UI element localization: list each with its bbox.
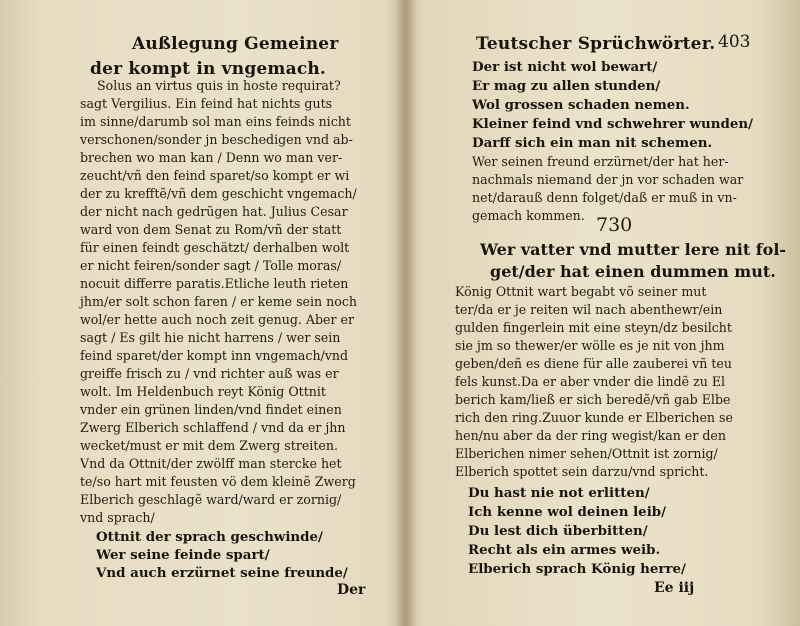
right-top-verse-line: Er mag zu allen stunden/ bbox=[472, 78, 661, 94]
left-verse-line: Wer seine feinde spart/ bbox=[96, 547, 270, 563]
left-body-line: brechen wo man kan / Denn wo man ver- bbox=[80, 150, 343, 165]
right-verse-line: Ich kenne wol deinen leib/ bbox=[468, 504, 667, 520]
section-number: 730 bbox=[596, 214, 633, 236]
right-prose-line: net/darauß denn folget/daß er muß in vn- bbox=[472, 190, 737, 205]
left-body-line: der nicht nach gedrũgen hat. Julius Cesar bbox=[80, 204, 348, 219]
left-body-line: jhm/er solt schon faren / er keme sein noch bbox=[80, 294, 358, 309]
right-verse-line: Du hast nie not erlitten/ bbox=[468, 485, 650, 501]
right-prose-line: Wer seinen freund erzürnet/der hat her- bbox=[472, 154, 729, 169]
left-body-line: nocuit differre paratis.Etliche leuth rieten bbox=[80, 276, 349, 291]
right-body-line: Elberich spottet sein darzu/vnd spricht. bbox=[455, 464, 709, 479]
left-body-line: greiffe frisch zu / vnd richter auß was er bbox=[80, 366, 339, 381]
section-title-line2: get/der hat einen dummen mut. bbox=[490, 262, 776, 281]
right-body-line: König Ottnit wart begabt võ seiner mut bbox=[455, 284, 707, 299]
left-body-line: er nicht feiren/sonder sagt / Tolle moras/ bbox=[80, 258, 342, 273]
right-prose-line: gemach kommen. bbox=[472, 208, 585, 223]
left-body-line: Solus an virtus quis in hoste requirat? bbox=[97, 78, 341, 93]
left-body-line: im sinne/darumb sol man eins feinds nicht bbox=[80, 114, 351, 129]
right-top-verse-line: Wol grossen schaden nemen. bbox=[472, 97, 690, 113]
left-body-line: Zwerg Elberich schlaffend / vnd da er jhn bbox=[80, 420, 346, 435]
left-body-line: der zu krefftẽ/vñ dem geschicht vngemach/ bbox=[80, 186, 357, 201]
right-verse-line: Recht als ein armes weib. bbox=[468, 542, 661, 558]
right-verse-line: Elberich sprach König herre/ bbox=[468, 561, 686, 577]
left-body-line: sagt / Es gilt hie nicht harrens / wer sein bbox=[80, 330, 341, 345]
left-catchword: Der bbox=[337, 582, 366, 598]
left-body-line: wolt. Im Heldenbuch reyt König Ottnit bbox=[80, 384, 326, 399]
right-body-line: gulden fingerlein mit eine steyn/dz besilcht bbox=[455, 320, 732, 335]
left-body-line: wol/er hette auch noch zeit genug. Aber er bbox=[80, 312, 354, 327]
right-body-line: sie jm so thewer/er wölle es je nit von jhm bbox=[455, 338, 725, 353]
right-body-line: berich kam/ließ er sich beredẽ/vñ gab Elbe bbox=[455, 392, 731, 407]
right-page bbox=[410, 0, 800, 626]
left-body-line: verschonen/sonder jn beschedigen vnd ab- bbox=[80, 132, 353, 147]
left-body-line: sagt Vergilius. Ein feind hat nichts guts bbox=[80, 96, 333, 111]
left-body-line: Elberich geschlagẽ ward/ward er zornig/ bbox=[80, 492, 342, 507]
section-title-line1: Wer vatter vnd mutter lere nit fol- bbox=[480, 240, 787, 259]
left-body-line: wecket/must er mit dem Zwerg streiten. bbox=[80, 438, 338, 453]
right-body-line: ter/da er je reiten wil nach abenthewr/ein bbox=[455, 302, 723, 317]
left-body-line: feind sparet/der kompt inn vngemach/vnd bbox=[80, 348, 349, 363]
right-body-line: geben/deñ es diene für alle zauberei vñ teu bbox=[455, 356, 732, 371]
right-body-line: rich den ring.Zuuor kunde er Elberichen se bbox=[455, 410, 733, 425]
page-number: 403 bbox=[718, 32, 751, 52]
left-body-line: vnder ein grünen linden/vnd findet einen bbox=[80, 402, 342, 417]
left-body-line: te/so hart mit feusten vö dem kleinẽ Zwerg bbox=[80, 474, 356, 489]
left-running-head-line1: Außlegung Gemeiner bbox=[132, 34, 339, 54]
right-prose-line: nachmals niemand der jn vor schaden war bbox=[472, 172, 744, 187]
signature-mark: Ee iij bbox=[654, 580, 695, 596]
right-top-verse-line: Der ist nicht wol bewart/ bbox=[472, 59, 658, 75]
right-verse-line: Du lest dich überbitten/ bbox=[468, 523, 648, 539]
right-top-verse-line: Kleiner feind vnd schwehrer wunden/ bbox=[472, 116, 753, 132]
left-body-line: Vnd da Ottnit/der zwölff man stercke het bbox=[80, 456, 342, 471]
right-running-head: Teutscher Sprüchwörter. bbox=[476, 34, 716, 54]
left-running-head-line2: der kompt in vngemach. bbox=[90, 59, 327, 79]
left-body-line: für einen feindt geschätzt/ derhalben wolt bbox=[80, 240, 350, 255]
right-body-line: hen/nu aber da der ring wegist/kan er den bbox=[455, 428, 726, 443]
right-body-line: fels kunst.Da er aber vnder die lindẽ zu El bbox=[455, 374, 726, 389]
left-body-line: vnd sprach/ bbox=[80, 510, 155, 525]
right-top-verse-line: Darff sich ein man nit schemen. bbox=[472, 135, 713, 151]
left-body-line: ward von dem Senat zu Rom/vñ der statt bbox=[80, 222, 342, 237]
left-verse-line: Vnd auch erzürnet seine freunde/ bbox=[96, 565, 348, 581]
right-body-line: Elberichen nimer sehen/Ottnit ist zornig/ bbox=[455, 446, 718, 461]
left-verse-line: Ottnit der sprach geschwinde/ bbox=[96, 529, 323, 545]
left-body-line: zeucht/vñ den feind sparet/so kompt er wi bbox=[80, 168, 350, 183]
